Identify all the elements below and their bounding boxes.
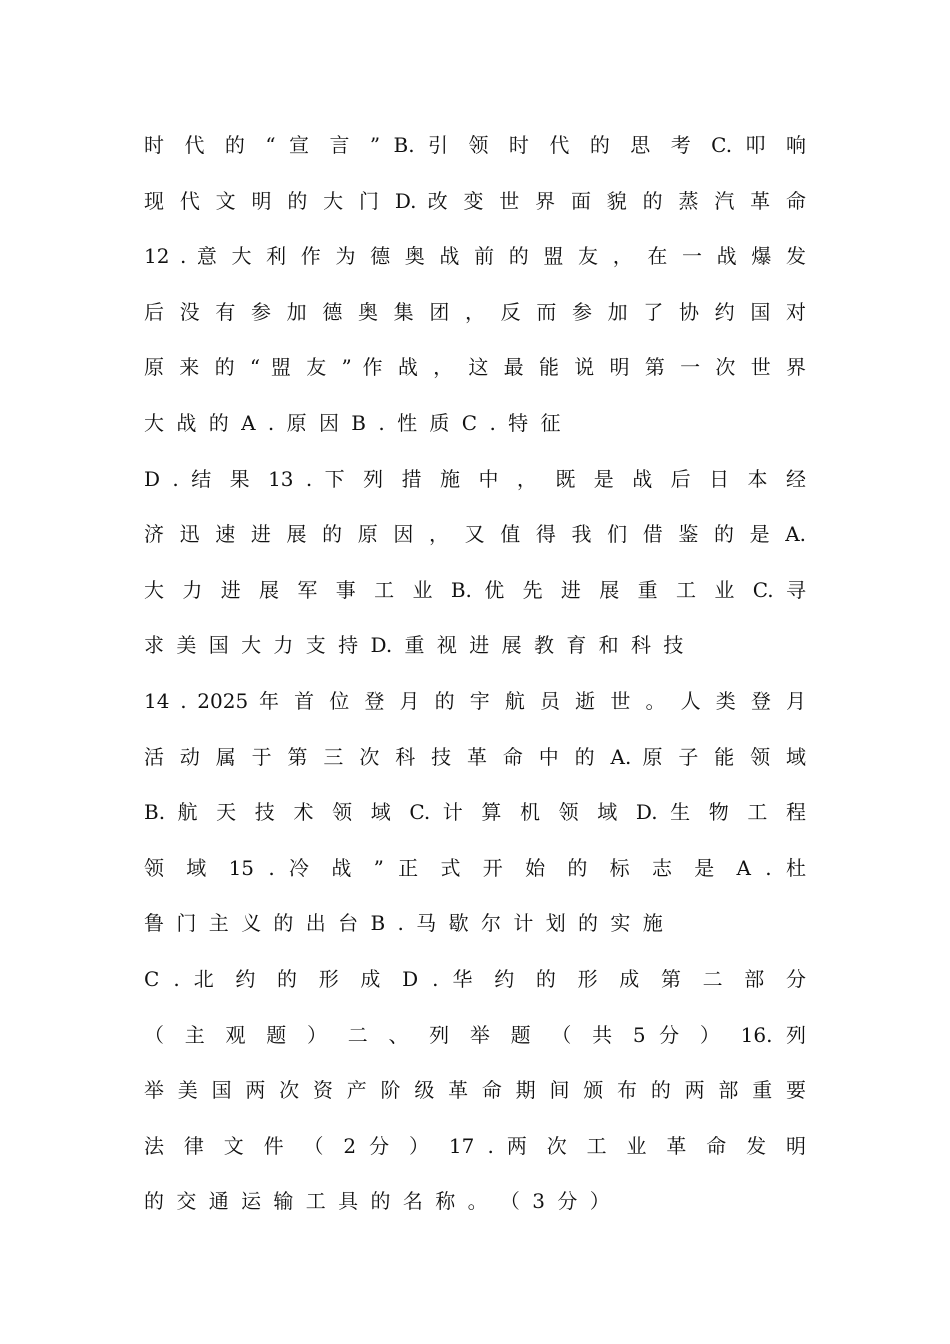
text-line: 现 代 文 明 的 大 门 D. 改 变 世 界 面 貌 的 蒸 汽 革 命 <box>144 188 806 213</box>
text-line: 14 . 2025 年 首 位 登 月 的 宇 航 员 逝 世 。 人 类 登 月 <box>144 688 806 713</box>
text-line: 12 . 意 大 利 作 为 德 奥 战 前 的 盟 友 ， 在 一 战 爆 发 <box>144 244 806 269</box>
text-line: 原 来 的 “ 盟 友 ” 作 战 ， 这 最 能 说 明 第 一 次 世 界 <box>144 355 806 380</box>
text-line: B. 航 天 技 术 领 域 C. 计 算 机 领 域 D. 生 物 工 程 <box>144 800 806 825</box>
text-line: 鲁 门 主 义 的 出 台 B . 马 歇 尔 计 划 的 实 施 <box>144 911 663 936</box>
text-line: D . 结 果 13 . 下 列 措 施 中 ， 既 是 战 后 日 本 经 <box>144 466 806 491</box>
exam-text-block <box>144 118 806 1230</box>
text-line: 活 动 属 于 第 三 次 科 技 革 命 中 的 A. 原 子 能 领 域 <box>144 744 806 769</box>
text-line: 举 美 国 两 次 资 产 阶 级 革 命 期 间 颁 布 的 两 部 重 要 <box>144 1078 806 1103</box>
text-line: 大 力 进 展 军 事 工 业 B. 优 先 进 展 重 工 业 C. 寻 <box>144 577 806 602</box>
text-line: 时 代 的 “ 宣 言 ” B. 引 领 时 代 的 思 考 C. 叩 响 <box>144 133 806 157</box>
text-line: 求 美 国 大 力 支 持 D. 重 视 进 展 教 育 和 科 技 <box>144 633 684 658</box>
text-line: 法 律 文 件 （ 2 分 ） 17 . 两 次 工 业 革 命 发 明 <box>144 1133 806 1158</box>
text-line: （ 主 观 题 ） 二 、 列 举 题 （ 共 5 分 ） 16. 列 <box>144 1022 806 1047</box>
text-line: 领 域 15 . 冷 战 ” 正 式 开 始 的 标 志 是 A . 杜 <box>144 855 806 880</box>
text-line: 大 战 的 A . 原 因 B . 性 质 C . 特 征 <box>144 410 561 435</box>
text-line: C . 北 约 的 形 成 D . 华 约 的 形 成 第 二 部 分 <box>144 966 806 991</box>
text-line: 的 交 通 运 输 工 具 的 名 称 。 （ 3 分 ） <box>144 1189 610 1214</box>
text-line: 后 没 有 参 加 德 奥 集 团 ， 反 而 参 加 了 协 约 国 对 <box>144 299 806 324</box>
text-line: 济 迅 速 进 展 的 原 因 ， 又 值 得 我 们 借 鉴 的 是 A. <box>144 522 806 547</box>
